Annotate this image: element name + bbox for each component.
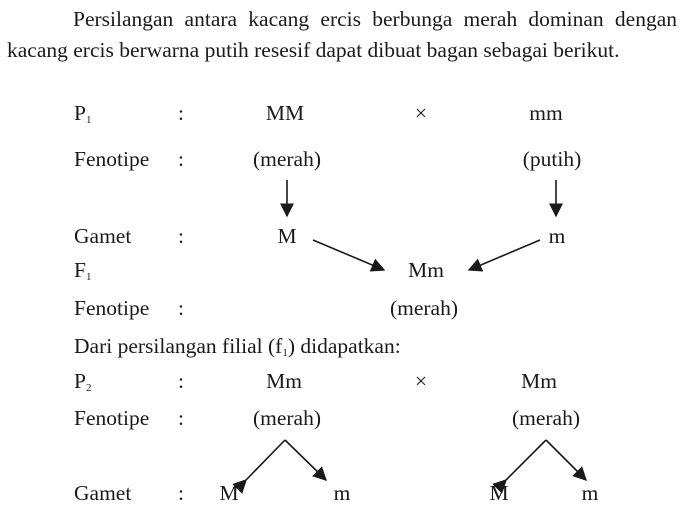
p2-gamete-b2: m <box>581 481 599 505</box>
p1-gamet-colon: : <box>178 224 184 248</box>
p2-cross-symbol: × <box>414 369 428 393</box>
p2-gamete-a1: M <box>219 481 239 505</box>
p1-fenotipe-colon: : <box>178 147 184 171</box>
arrow-p2-b-to-gamete-b1 <box>506 440 546 480</box>
p1-colon: : <box>178 101 184 125</box>
p1-fenotipe-label: Fenotipe <box>74 147 150 171</box>
f1-label: $F_1$ <box>74 258 92 283</box>
p2-fenotipe-label: Fenotipe <box>74 406 150 430</box>
filial-sentence: Dari persilangan filial $(f_1)$ didapatkan: <box>74 334 401 359</box>
p2-gamet-label: Gamet <box>74 481 132 505</box>
intro-paragraph: Persilangan antara kacang ercis berbunga merah dominan dengan kacang ercis berwarna putih resesif dapat dibuat bagan sebagai berikut. <box>7 7 677 62</box>
f1-offspring-genotype: Mm <box>408 258 444 282</box>
f1-fenotipe-colon: : <box>178 296 184 320</box>
p2-gamete-a2: m <box>333 481 351 505</box>
p1-parent-a-genotype: MM <box>265 101 305 125</box>
p1-parent-a-phenotype: (merah) <box>252 147 322 171</box>
p1-gamet-label: Gamet <box>74 224 132 248</box>
p1-gamete-b: m <box>548 224 566 248</box>
arrow-p2-b-to-gamete-b2 <box>546 440 586 480</box>
f1-offspring-phenotype: (merah) <box>389 296 459 320</box>
p1-label: $P_1$ <box>74 101 92 126</box>
p2-colon: : <box>178 369 184 393</box>
p2-parent-b-genotype: Mm <box>521 369 557 393</box>
p1-parent-b-phenotype: (putih) <box>522 147 582 171</box>
arrow-p2-a-to-gamete-a1 <box>246 440 285 480</box>
p1-cross-symbol: × <box>414 101 428 125</box>
f1-fenotipe-label: Fenotipe <box>74 296 150 320</box>
arrow-p2-a-to-gamete-a2 <box>285 440 326 480</box>
p2-label: $P_2$ <box>74 369 92 394</box>
p2-fenotipe-colon: : <box>178 406 184 430</box>
arrow-gamete-b-to-f1 <box>469 240 540 270</box>
p1-parent-b-genotype: mm <box>529 101 563 125</box>
p2-parent-b-phenotype: (merah) <box>511 406 581 430</box>
arrow-gamete-a-to-f1 <box>313 240 384 270</box>
p2-parent-a-genotype: Mm <box>266 369 302 393</box>
p2-gamet-colon: : <box>178 481 184 505</box>
p1-gamete-a: M <box>277 224 297 248</box>
p2-gamete-b1: M <box>489 481 509 505</box>
p2-parent-a-phenotype: (merah) <box>252 406 322 430</box>
